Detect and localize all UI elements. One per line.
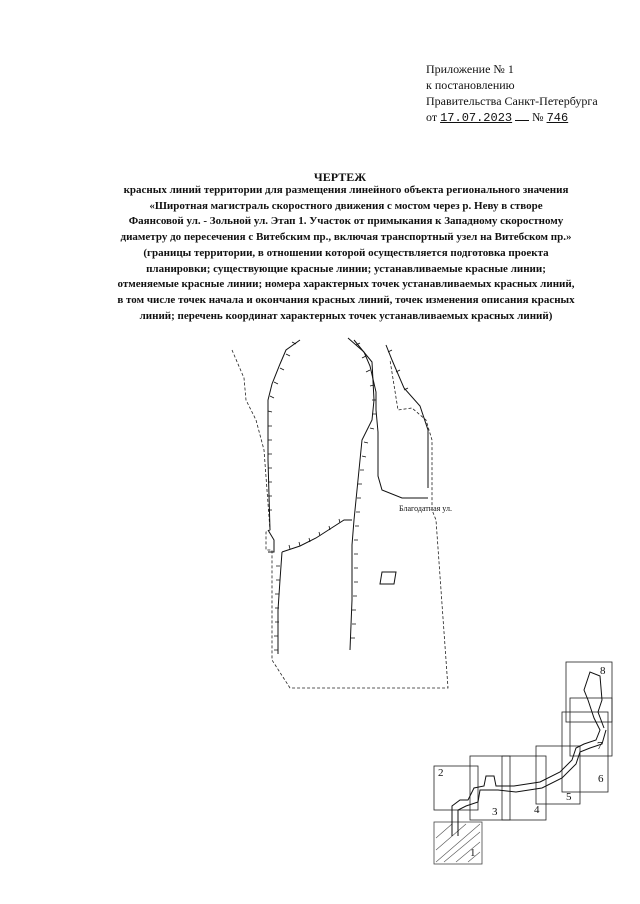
drawing-title: ЧЕРТЕЖ	[313, 170, 367, 184]
date-value: 17.07.2023	[440, 111, 513, 125]
appendix-government: Правительства Санкт-Петербурга	[426, 94, 598, 108]
sheet-number-1: 1	[470, 847, 476, 859]
sheet-number-8: 8	[600, 665, 606, 677]
sheet-number-3: 3	[492, 806, 498, 818]
sheet-number-7: 7	[597, 740, 603, 752]
number-prefix: №	[532, 110, 544, 124]
sheet-number-4: 4	[534, 804, 540, 816]
description-line: (границы территории, в отношении которой осуществляется подготовка проекта	[143, 246, 549, 259]
building-outline	[380, 572, 396, 584]
number-value: 746	[546, 111, 569, 125]
description-line: отменяемые красные линии; номера характерных точек устанавливаемых красных линий,	[117, 278, 575, 291]
appendix-decree: к постановлению	[426, 78, 515, 92]
existing-red-lines	[268, 338, 428, 654]
sheet-number-6: 6	[598, 773, 604, 785]
description-line: линий; перечень координат характерных точек устанавливаемых красных линий)	[139, 309, 553, 322]
description-line: «Широтная магистраль скоростного движения с мостом через р. Неву в створе	[149, 199, 543, 212]
street-label: Благодатная ул.	[399, 504, 452, 513]
date-prefix: от	[426, 110, 438, 124]
description-line: Фаянсовой ул. - Зольной ул. Этап 1. Участок от примыкания к Западному скоростному	[128, 215, 564, 228]
sheet-number-5: 5	[566, 791, 572, 803]
route-path	[452, 672, 606, 836]
sheet-number-2: 2	[438, 767, 444, 779]
description-line: красных линий территории для размещения линейного объекта регионального значения	[123, 184, 569, 196]
appendix-title: Приложение № 1	[426, 62, 514, 76]
established-red-lines	[268, 342, 408, 650]
description-line: диаметру до пересечения с Витебским пр., включая транспортный узел на Витебском пр.»	[120, 231, 572, 244]
description-line: планировки; существующие красные линии; устанавливаемые красные линии;	[146, 262, 546, 275]
description-line: в том числе точек начала и окончания красных линий, точек изменения описания красных	[117, 293, 575, 306]
